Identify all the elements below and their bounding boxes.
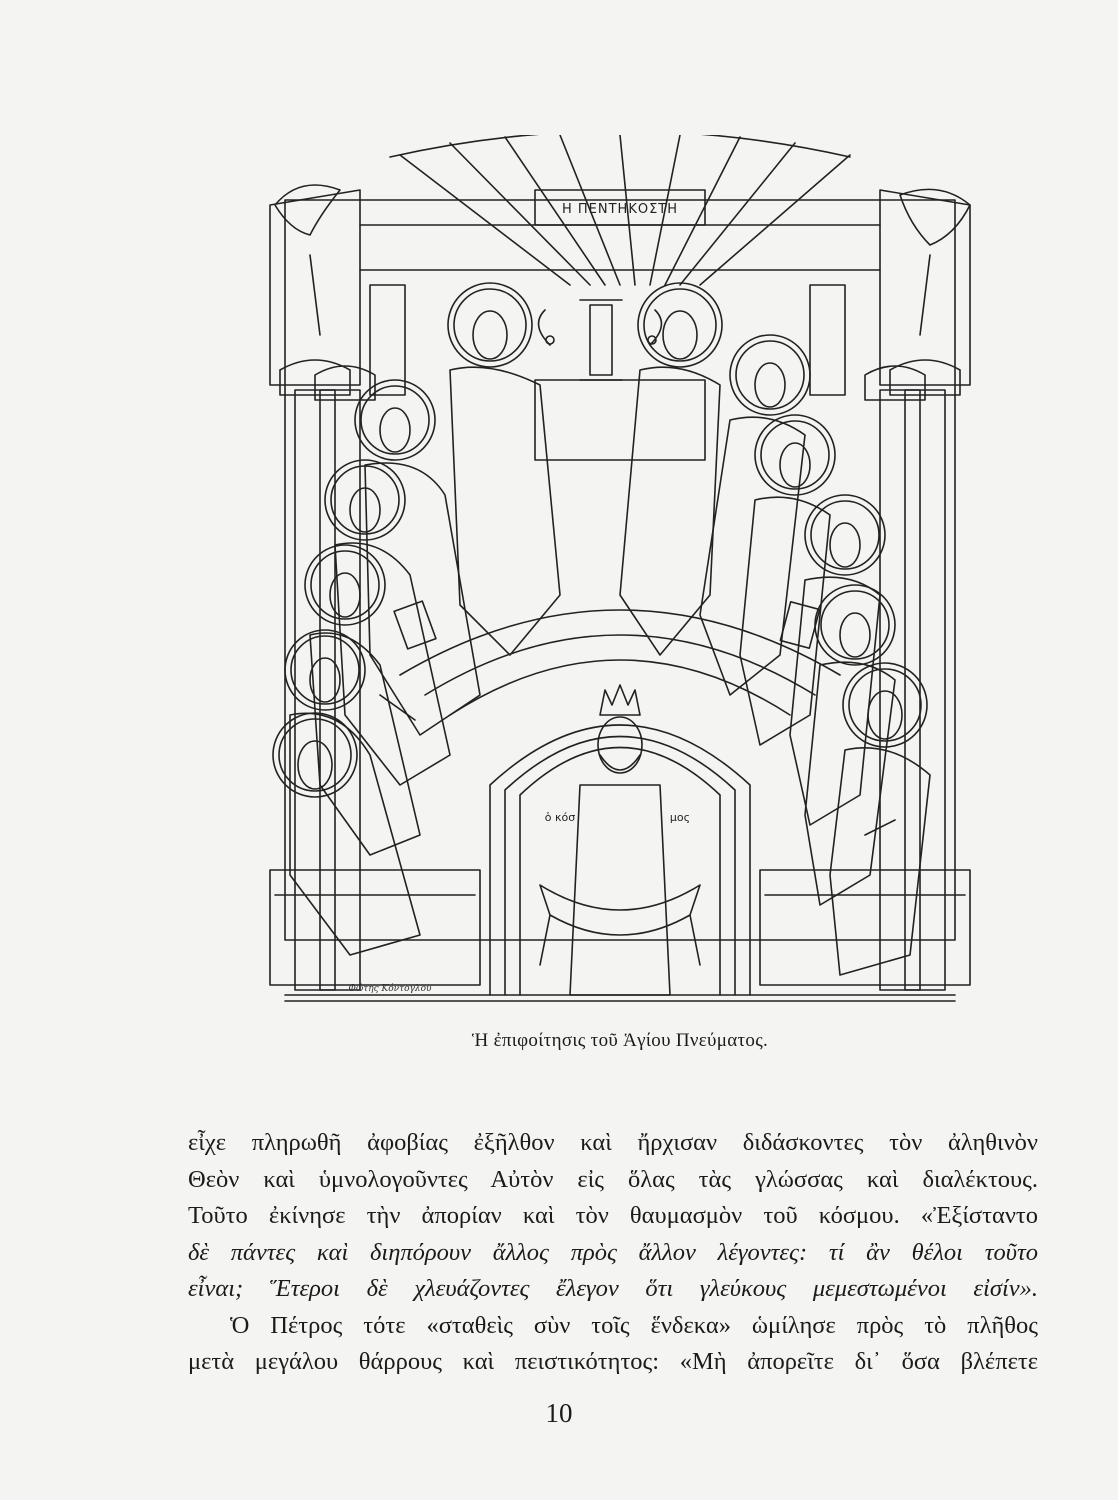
inscription-kosmos-left: ὁ κόσ	[544, 811, 576, 824]
text-line-3: Τοῦτο ἐκίνησε τὴν ἀπορίαν καὶ τὸν θαυμασμὸν τοῦ κόσμου. «Ἐξίσταντο	[188, 1202, 1038, 1229]
inscription-top: Η ΠΕΝΤΗΚΟΣΤΗ	[561, 202, 679, 217]
pentecost-icon-drawing	[250, 135, 990, 1005]
body-paragraph	[188, 1125, 1038, 1381]
text-line-4: δὲ πάντες καὶ διηπόρουν ἄλλος πρὸς ἄλλον λέγοντες: τί ἂν θέλοι τοῦτο	[188, 1238, 1038, 1266]
artist-signature: Φώτης Κόντογλου	[348, 984, 432, 994]
apostles	[273, 283, 930, 975]
text-line-6: Ὁ Πέτρος τότε «σταθεὶς σὺν τοῖς ἕνδεκα» ὡμίλησε πρὸς τὸ πλῆθος	[230, 1311, 1038, 1339]
page-number: 10	[545, 1398, 573, 1428]
text-line-5: εἶναι; Ἕτεροι δὲ χλευάζοντες ἔλεγον ὅτι γλεύκους μεμεστωμένοι εἰσίν».	[188, 1275, 1038, 1302]
text-line-1: εἶχε πληρωθῆ ἀφοβίας ἐξῆλθον καὶ ἤρχισαν διδάσκοντες τὸν ἀληθινὸν	[188, 1129, 1038, 1156]
holy-spirit-symbol	[539, 300, 662, 380]
inscription-kosmos-right: μος	[669, 811, 691, 824]
kosmos-figure	[540, 685, 700, 995]
text-line-7: μετὰ μεγάλου θάρρους καὶ πειστικότητος: «Μὴ ἀπορεῖτε δι᾽ ὅσα βλέπετε	[188, 1348, 1038, 1375]
figure-caption: Ἡ ἐπιφοίτησις τοῦ Ἁγίου Πνεύματος.	[471, 1030, 769, 1051]
text-line-2: Θεὸν καὶ ὑμνολογοῦντες Αὐτὸν εἰς ὅλας τὰς γλώσσας καὶ διαλέκτους.	[188, 1165, 1038, 1193]
kosmos-arch	[400, 610, 840, 995]
